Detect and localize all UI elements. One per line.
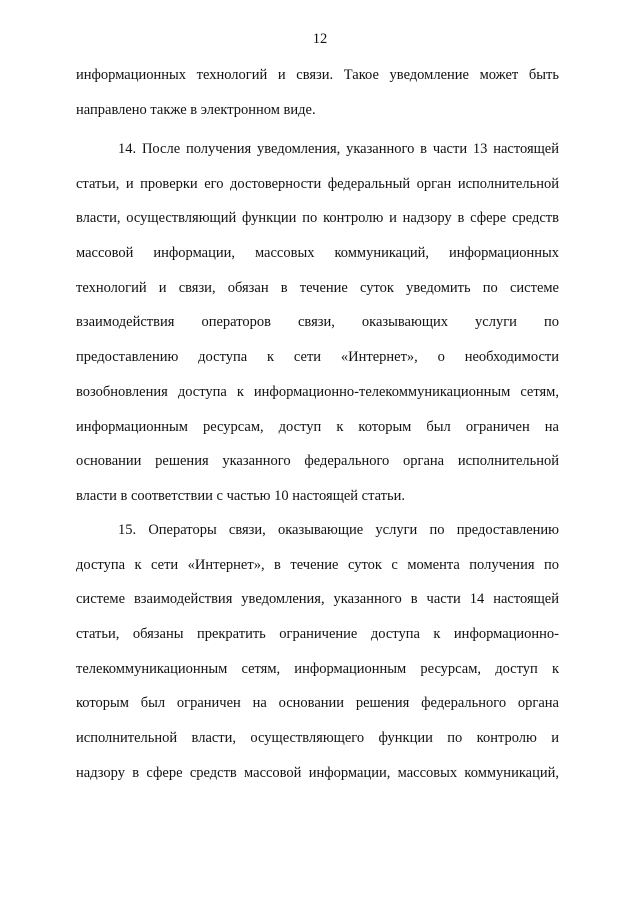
text-line: исполнительной власти, осуществляющего функции по контролю и	[76, 730, 559, 747]
text-line: информационных технологий и связи. Такое уведомление может быть	[76, 67, 559, 83]
text-line: власти, осуществляющий функции по контролю и надзору в сфере средств	[76, 210, 559, 227]
paragraph-continuation	[76, 58, 559, 127]
paragraph-14	[76, 132, 559, 514]
text-line: 15. Операторы связи, оказывающие услуги по предоставлению	[118, 522, 559, 538]
text-line: технологий и связи, обязан в течение суток уведомить по системе	[76, 279, 559, 296]
text-line: массовой информации, массовых коммуникаций, информационных	[76, 245, 559, 262]
page-number: 12	[312, 31, 328, 47]
text-line: направлено также в электронном виде.	[76, 101, 316, 118]
paragraph-15	[76, 513, 559, 791]
text-line: возобновления доступа к информационно-телекоммуникационным сетям,	[76, 383, 559, 400]
text-line: надзору в сфере средств массовой информации, массовых коммуникаций,	[76, 764, 559, 781]
text-line: основании решения указанного федерального органа исполнительной	[76, 453, 559, 470]
text-line: статьи, и проверки его достоверности федеральный орган исполнительной	[76, 175, 559, 192]
text-line: предоставлению доступа к сети «Интернет», о необходимости	[76, 349, 559, 366]
text-line: доступа к сети «Интернет», в течение суток с момента получения по	[76, 556, 559, 573]
text-line: взаимодействия операторов связи, оказывающих услуги по	[76, 314, 559, 331]
text-line: информационным ресурсам, доступ к которым был ограничен на	[76, 418, 559, 435]
text-line: статьи, обязаны прекратить ограничение доступа к информационно-	[76, 626, 559, 643]
text-line: 14. После получения уведомления, указанного в части 13 настоящей	[118, 141, 559, 157]
text-line: власти в соответствии с частью 10 настоящей статьи.	[76, 487, 406, 504]
text-line: которым был ограничен на основании решения федерального органа	[76, 695, 559, 712]
text-line: телекоммуникационным сетям, информационным ресурсам, доступ к	[76, 660, 559, 677]
text-line: системе взаимодействия уведомления, указанного в части 14 настоящей	[76, 591, 559, 608]
